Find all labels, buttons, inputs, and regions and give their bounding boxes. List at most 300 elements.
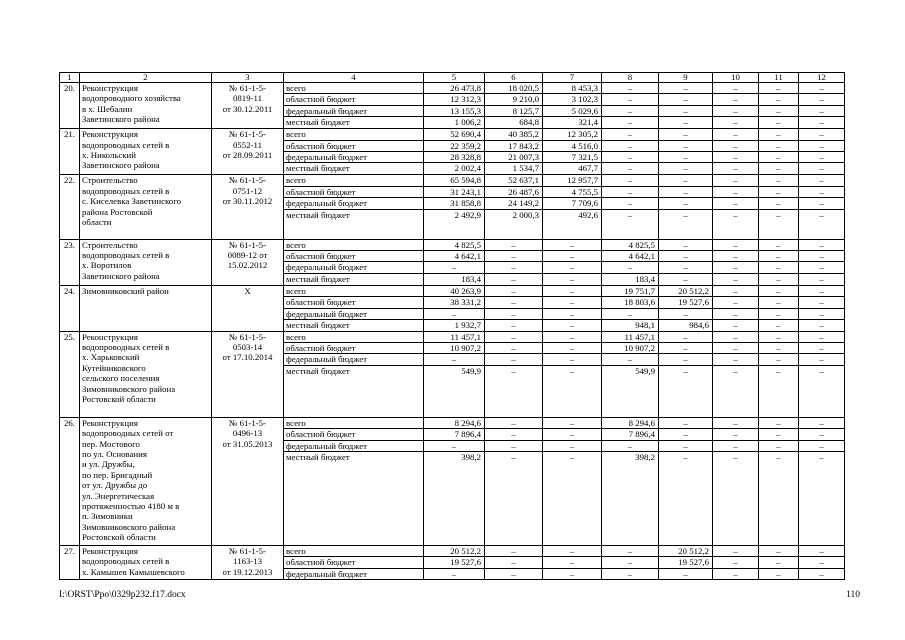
amount-cell: –	[713, 262, 759, 273]
amount-cell: –	[485, 545, 543, 556]
amount-cell: –	[659, 440, 713, 451]
amount-cell: –	[659, 152, 713, 163]
project-document-ref: № 61-1-5- 0552-11 от 28.09.2011	[212, 129, 284, 175]
amount-cell: –	[799, 198, 845, 209]
amount-cell: 65 594,8	[424, 175, 485, 186]
column-number-cell: 1	[60, 73, 80, 83]
amount-cell: 9 210,0	[485, 94, 543, 105]
funding-source: местный бюджет	[284, 117, 424, 129]
column-number-cell: 4	[284, 73, 424, 83]
amount-cell: –	[713, 152, 759, 163]
amount-cell: –	[713, 140, 759, 151]
amount-cell: –	[713, 342, 759, 353]
funding-source: областной бюджет	[284, 429, 424, 440]
amount-cell: –	[602, 175, 659, 186]
column-number-cell: 9	[659, 73, 713, 83]
amount-cell: 984,6	[659, 320, 713, 331]
amount-cell: 8 294,6	[424, 417, 485, 428]
table-row	[60, 545, 845, 556]
amount-cell: 8 453,3	[543, 83, 602, 94]
project-document-ref: Х	[212, 285, 284, 331]
amount-cell: –	[713, 557, 759, 568]
amount-cell: –	[759, 209, 799, 239]
amount-cell: –	[759, 557, 799, 568]
footer-page-number: 110	[846, 590, 860, 600]
amount-cell: 28 328,8	[424, 152, 485, 163]
amount-cell: 10 907,2	[602, 342, 659, 353]
amount-cell: –	[424, 440, 485, 451]
amount-cell: –	[659, 568, 713, 579]
amount-cell: 398,2	[424, 451, 485, 545]
project-document-ref: № 61-1-5- 0819-11 от 30.12.2011	[212, 83, 284, 129]
amount-cell: –	[543, 342, 602, 353]
column-number-cell: 7	[543, 73, 602, 83]
project-document-ref: № 61-1-5- 0751-12 от 30.11.2012	[212, 175, 284, 239]
amount-cell: –	[799, 186, 845, 197]
amount-cell: 19 527,6	[424, 557, 485, 568]
amount-cell: –	[543, 557, 602, 568]
amount-cell: –	[659, 94, 713, 105]
amount-cell: –	[713, 365, 759, 417]
amount-cell: 13 155,3	[424, 105, 485, 116]
amount-cell: 4 642,1	[424, 251, 485, 262]
amount-cell: –	[659, 251, 713, 262]
project-name: Зимовниковский район	[80, 285, 212, 331]
amount-cell: –	[713, 239, 759, 250]
project-name: Реконструкция водопроводного хозяйства в х. Шебалин Заветинского района	[80, 83, 212, 129]
amount-cell: –	[759, 163, 799, 175]
amount-cell: –	[485, 251, 543, 262]
column-number-cell: 10	[713, 73, 759, 83]
amount-cell: –	[713, 440, 759, 451]
project-number: 21.	[60, 129, 80, 175]
amount-cell: –	[485, 308, 543, 319]
funding-source: всего	[284, 285, 424, 296]
amount-cell: –	[602, 308, 659, 319]
amount-cell: –	[485, 354, 543, 365]
amount-cell: 549,9	[602, 365, 659, 417]
amount-cell: –	[759, 285, 799, 296]
amount-cell: –	[759, 251, 799, 262]
amount-cell: –	[543, 308, 602, 319]
amount-cell: –	[799, 273, 845, 285]
amount-cell: –	[759, 354, 799, 365]
table-row	[60, 417, 845, 428]
amount-cell: –	[659, 83, 713, 94]
amount-cell: –	[659, 451, 713, 545]
funding-source: федеральный бюджет	[284, 354, 424, 365]
amount-cell: –	[485, 365, 543, 417]
amount-cell: 11 457,1	[424, 331, 485, 342]
amount-cell: –	[602, 198, 659, 209]
amount-cell: –	[759, 140, 799, 151]
amount-cell: –	[713, 117, 759, 129]
funding-source: всего	[284, 175, 424, 186]
amount-cell: –	[713, 251, 759, 262]
funding-source: федеральный бюджет	[284, 105, 424, 116]
amount-cell: –	[543, 545, 602, 556]
amount-cell: –	[659, 342, 713, 353]
amount-cell: –	[713, 331, 759, 342]
amount-cell: –	[799, 262, 845, 273]
amount-cell: 31 243,1	[424, 186, 485, 197]
amount-cell: –	[799, 105, 845, 116]
amount-cell: –	[713, 209, 759, 239]
amount-cell: –	[543, 365, 602, 417]
column-number-cell: 5	[424, 73, 485, 83]
project-number: 22.	[60, 175, 80, 239]
amount-cell: 26 487,6	[485, 186, 543, 197]
funding-source: всего	[284, 331, 424, 342]
project-number: 20.	[60, 83, 80, 129]
amount-cell: 12 305,2	[543, 129, 602, 140]
amount-cell: –	[543, 320, 602, 331]
amount-cell: –	[659, 354, 713, 365]
amount-cell: –	[485, 451, 543, 545]
project-name: Реконструкция водопроводных сетей в х. Никольский Заветинского района	[80, 129, 212, 175]
funding-source: местный бюджет	[284, 320, 424, 331]
amount-cell: –	[799, 320, 845, 331]
amount-cell: 20 512,2	[424, 545, 485, 556]
amount-cell: –	[543, 239, 602, 250]
table-row	[60, 129, 845, 140]
amount-cell: –	[424, 568, 485, 579]
amount-cell: –	[485, 568, 543, 579]
amount-cell: 19 527,6	[659, 297, 713, 308]
amount-cell: –	[759, 83, 799, 94]
amount-cell: 1 534,7	[485, 163, 543, 175]
funding-source: федеральный бюджет	[284, 198, 424, 209]
amount-cell: 7 896,4	[602, 429, 659, 440]
amount-cell: –	[659, 209, 713, 239]
amount-cell: 2 002,4	[424, 163, 485, 175]
amount-cell: –	[659, 186, 713, 197]
column-number-cell: 12	[799, 73, 845, 83]
amount-cell: 7 709,6	[543, 198, 602, 209]
amount-cell: –	[659, 308, 713, 319]
amount-cell: 183,4	[602, 273, 659, 285]
amount-cell: –	[659, 262, 713, 273]
funding-source: федеральный бюджет	[284, 568, 424, 579]
amount-cell: –	[799, 354, 845, 365]
amount-cell: –	[485, 417, 543, 428]
amount-cell: –	[759, 117, 799, 129]
amount-cell: –	[713, 451, 759, 545]
amount-cell: –	[602, 545, 659, 556]
amount-cell: 20 512,2	[659, 545, 713, 556]
amount-cell: –	[713, 429, 759, 440]
funding-source: федеральный бюджет	[284, 152, 424, 163]
amount-cell: 549,9	[424, 365, 485, 417]
amount-cell: –	[799, 239, 845, 250]
amount-cell: –	[602, 152, 659, 163]
amount-cell: –	[659, 429, 713, 440]
amount-cell: –	[485, 239, 543, 250]
table-body	[60, 73, 845, 580]
amount-cell: –	[799, 568, 845, 579]
project-name: Реконструкция водопроводных сетей в х. Харьковский Кутейниковского сельского поселения Зимовниковского района Ростовской области	[80, 331, 212, 417]
funding-source: всего	[284, 239, 424, 250]
budget-table-sheet	[59, 72, 845, 580]
amount-cell: –	[759, 417, 799, 428]
amount-cell: –	[799, 440, 845, 451]
amount-cell: 4 755,5	[543, 186, 602, 197]
amount-cell: 684,8	[485, 117, 543, 129]
amount-cell: –	[713, 175, 759, 186]
amount-cell: 4 825,5	[602, 239, 659, 250]
amount-cell: –	[759, 175, 799, 186]
amount-cell: –	[759, 262, 799, 273]
amount-cell: –	[759, 342, 799, 353]
amount-cell: –	[799, 152, 845, 163]
amount-cell: –	[713, 273, 759, 285]
amount-cell: –	[759, 451, 799, 545]
amount-cell: –	[799, 342, 845, 353]
amount-cell: –	[799, 545, 845, 556]
amount-cell: –	[543, 285, 602, 296]
amount-cell: –	[799, 308, 845, 319]
project-name: Строительство водопроводных сетей в с. Киселевка Заветинского района Ростовской области	[80, 175, 212, 239]
amount-cell: –	[543, 262, 602, 273]
amount-cell: –	[485, 320, 543, 331]
amount-cell: 22 359,2	[424, 140, 485, 151]
amount-cell: –	[759, 365, 799, 417]
amount-cell: –	[799, 117, 845, 129]
amount-cell: –	[799, 331, 845, 342]
amount-cell: 40 385,2	[485, 129, 543, 140]
column-number-row	[60, 73, 845, 83]
amount-cell: –	[799, 557, 845, 568]
amount-cell: –	[602, 557, 659, 568]
amount-cell: 19 527,6	[659, 557, 713, 568]
funding-source: федеральный бюджет	[284, 308, 424, 319]
amount-cell: 31 858,8	[424, 198, 485, 209]
amount-cell: –	[602, 440, 659, 451]
amount-cell: –	[713, 129, 759, 140]
amount-cell: –	[713, 198, 759, 209]
amount-cell: 467,7	[543, 163, 602, 175]
amount-cell: –	[602, 129, 659, 140]
amount-cell: –	[602, 163, 659, 175]
amount-cell: 183,4	[424, 273, 485, 285]
amount-cell: –	[659, 117, 713, 129]
amount-cell: –	[713, 105, 759, 116]
amount-cell: 18 020,5	[485, 83, 543, 94]
amount-cell: 38 331,2	[424, 297, 485, 308]
amount-cell: –	[602, 186, 659, 197]
amount-cell: –	[659, 163, 713, 175]
amount-cell: –	[543, 251, 602, 262]
amount-cell: 2 492,9	[424, 209, 485, 239]
amount-cell: –	[759, 94, 799, 105]
amount-cell: –	[543, 273, 602, 285]
amount-cell: –	[543, 331, 602, 342]
amount-cell: –	[659, 129, 713, 140]
amount-cell: 24 149,2	[485, 198, 543, 209]
amount-cell: –	[602, 568, 659, 579]
amount-cell: 8 294,6	[602, 417, 659, 428]
amount-cell: 3 102,3	[543, 94, 602, 105]
amount-cell: –	[659, 331, 713, 342]
amount-cell: 4 642,1	[602, 251, 659, 262]
amount-cell: –	[799, 365, 845, 417]
amount-cell: –	[424, 262, 485, 273]
amount-cell: –	[543, 429, 602, 440]
amount-cell: –	[713, 568, 759, 579]
amount-cell: –	[485, 342, 543, 353]
amount-cell: 52 690,4	[424, 129, 485, 140]
funding-source: местный бюджет	[284, 163, 424, 175]
amount-cell: –	[602, 209, 659, 239]
amount-cell: –	[602, 354, 659, 365]
amount-cell: 1 932,7	[424, 320, 485, 331]
amount-cell: –	[543, 451, 602, 545]
amount-cell: 21 007,3	[485, 152, 543, 163]
amount-cell: –	[713, 320, 759, 331]
amount-cell: 7 896,4	[424, 429, 485, 440]
amount-cell: –	[659, 273, 713, 285]
funding-source: областной бюджет	[284, 94, 424, 105]
funding-source: всего	[284, 417, 424, 428]
column-number-cell: 11	[759, 73, 799, 83]
amount-cell: –	[424, 354, 485, 365]
amount-cell: –	[713, 417, 759, 428]
budget-table	[59, 72, 845, 580]
amount-cell: 8 125,7	[485, 105, 543, 116]
amount-cell: –	[759, 129, 799, 140]
table-row	[60, 83, 845, 94]
funding-source: областной бюджет	[284, 297, 424, 308]
amount-cell: –	[659, 105, 713, 116]
amount-cell: –	[713, 297, 759, 308]
table-row	[60, 175, 845, 186]
amount-cell: –	[543, 568, 602, 579]
amount-cell: –	[759, 429, 799, 440]
amount-cell: –	[659, 175, 713, 186]
amount-cell: –	[759, 198, 799, 209]
column-number-cell: 3	[212, 73, 284, 83]
project-number: 24.	[60, 285, 80, 331]
amount-cell: 52 637,1	[485, 175, 543, 186]
amount-cell: –	[799, 285, 845, 296]
amount-cell: –	[713, 186, 759, 197]
amount-cell: –	[659, 239, 713, 250]
amount-cell: 12 957,7	[543, 175, 602, 186]
amount-cell: –	[759, 320, 799, 331]
amount-cell: 398,2	[602, 451, 659, 545]
project-name: Реконструкция водопроводных сетей от пер. Мостового по ул. Основания и ул. Дружбы, по пер. Бригадный от ул. Дружбы до ул. Энергетическая протяженностью 4180 м в п. Зимовники Зимовниковского района Ростовской области	[80, 417, 212, 545]
funding-source: местный бюджет	[284, 273, 424, 285]
amount-cell: –	[485, 557, 543, 568]
project-document-ref: № 61-1-5- 1163-13 от 19.12.2013	[212, 545, 284, 579]
amount-cell: –	[799, 251, 845, 262]
funding-source: всего	[284, 129, 424, 140]
amount-cell: –	[543, 297, 602, 308]
project-document-ref: № 61-1-5- 0503-14 от 17.10.2014	[212, 331, 284, 417]
amount-cell: 2 000,3	[485, 209, 543, 239]
amount-cell: –	[759, 440, 799, 451]
column-number-cell: 6	[485, 73, 543, 83]
funding-source: областной бюджет	[284, 186, 424, 197]
amount-cell: –	[602, 117, 659, 129]
amount-cell: –	[759, 186, 799, 197]
amount-cell: –	[713, 354, 759, 365]
amount-cell: –	[713, 545, 759, 556]
amount-cell: –	[799, 83, 845, 94]
amount-cell: 19 751,7	[602, 285, 659, 296]
amount-cell: –	[602, 83, 659, 94]
amount-cell: 40 263,9	[424, 285, 485, 296]
amount-cell: 18 803,6	[602, 297, 659, 308]
amount-cell: –	[759, 545, 799, 556]
funding-source: всего	[284, 545, 424, 556]
amount-cell: –	[659, 365, 713, 417]
amount-cell: –	[713, 163, 759, 175]
amount-cell: 12 312,3	[424, 94, 485, 105]
amount-cell: –	[759, 105, 799, 116]
amount-cell: 10 907,2	[424, 342, 485, 353]
amount-cell: –	[543, 440, 602, 451]
amount-cell: –	[759, 297, 799, 308]
amount-cell: –	[759, 331, 799, 342]
amount-cell: –	[799, 417, 845, 428]
funding-source: областной бюджет	[284, 140, 424, 151]
amount-cell: 4 516,0	[543, 140, 602, 151]
funding-source: федеральный бюджет	[284, 262, 424, 273]
table-row	[60, 331, 845, 342]
project-number: 25.	[60, 331, 80, 417]
amount-cell: 5 029,6	[543, 105, 602, 116]
amount-cell: –	[799, 94, 845, 105]
funding-source: всего	[284, 83, 424, 94]
amount-cell: –	[713, 94, 759, 105]
amount-cell: 7 321,5	[543, 152, 602, 163]
amount-cell: –	[713, 285, 759, 296]
amount-cell: –	[799, 209, 845, 239]
amount-cell: –	[799, 163, 845, 175]
amount-cell: 11 457,1	[602, 331, 659, 342]
amount-cell: –	[799, 129, 845, 140]
project-name: Реконструкция водопроводных сетей в х. Камышев Камышевского	[80, 545, 212, 579]
amount-cell: –	[799, 429, 845, 440]
amount-cell: 26 473,8	[424, 83, 485, 94]
amount-cell: 1 006,2	[424, 117, 485, 129]
project-document-ref: № 61-1-5- 0496-13 от 31.05.2013	[212, 417, 284, 545]
project-number: 26.	[60, 417, 80, 545]
amount-cell: –	[602, 105, 659, 116]
amount-cell: –	[799, 140, 845, 151]
amount-cell: 492,6	[543, 209, 602, 239]
funding-source: федеральный бюджет	[284, 440, 424, 451]
amount-cell: –	[602, 140, 659, 151]
funding-source: местный бюджет	[284, 209, 424, 239]
amount-cell: –	[659, 140, 713, 151]
amount-cell: –	[799, 451, 845, 545]
project-number: 27.	[60, 545, 80, 579]
funding-source: областной бюджет	[284, 251, 424, 262]
amount-cell: –	[485, 297, 543, 308]
funding-source: местный бюджет	[284, 451, 424, 545]
amount-cell: –	[485, 440, 543, 451]
amount-cell: –	[799, 297, 845, 308]
amount-cell: –	[659, 198, 713, 209]
amount-cell: –	[602, 94, 659, 105]
amount-cell: –	[543, 417, 602, 428]
amount-cell: –	[485, 285, 543, 296]
funding-source: областной бюджет	[284, 557, 424, 568]
amount-cell: –	[759, 308, 799, 319]
amount-cell: 17 843,2	[485, 140, 543, 151]
